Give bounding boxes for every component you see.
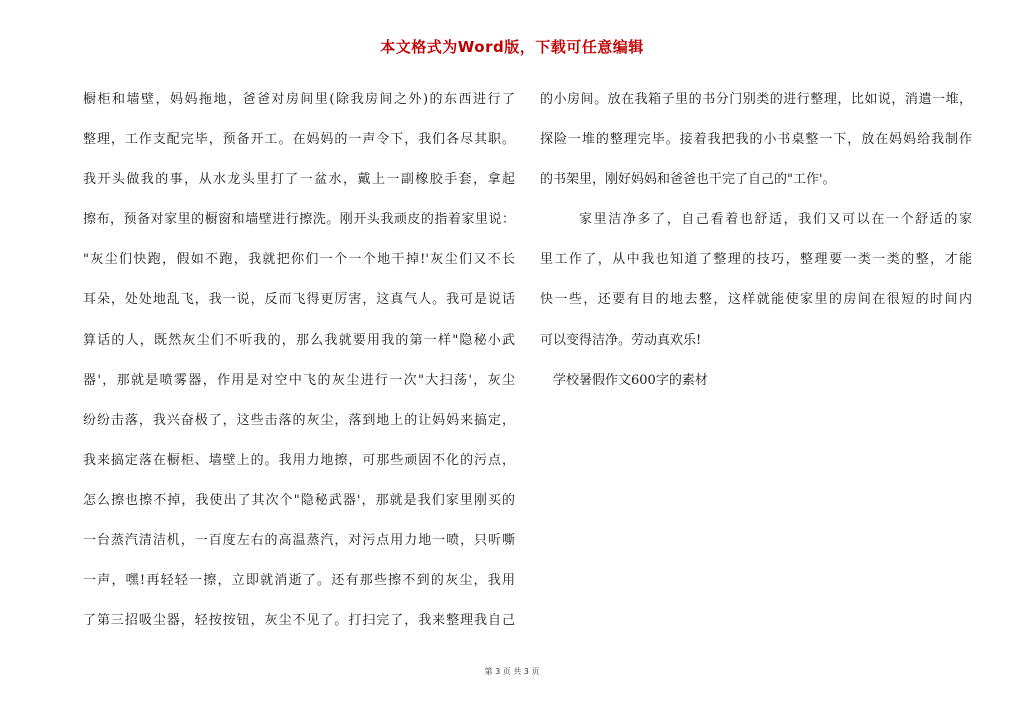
text-line: 我来搞定落在橱柜、墙壁上的。我用力地擦，可那些顽固不化的污点， — [83, 452, 515, 468]
material-caption: 学校暑假作文600字的素材 — [553, 372, 708, 388]
text-line: 一声，嘿!再轻轻一擦，立即就消逝了。还有那些擦不到的灰尘，我用 — [83, 573, 515, 589]
text-line: 器'，那就是喷雾器，作用是对空中飞的灰尘进行一次"大扫荡'，灰尘 — [83, 372, 515, 388]
text-line: 探险一堆的整理完毕。接着我把我的小书桌整一下，放在妈妈给我制作 — [540, 132, 972, 148]
text-line: 了第三招吸尘器，轻按按钮，灰尘不见了。打扫完了，我来整理我自己 — [83, 613, 515, 629]
right-text-column — [540, 80, 972, 401]
text-line: 一台蒸汽清洁机，一百度左右的高温蒸汽，对污点用力地一喷，只听嘶 — [83, 533, 515, 549]
text-line: 怎么擦也擦不掉，我使出了其次个"隐秘武器'，那就是我们家里刚买的 — [83, 492, 515, 508]
text-line: 我开头做我的事，从水龙头里打了一盆水，戴上一副橡胶手套，拿起 — [83, 172, 515, 188]
document-header-title: 本文格式为Word版，下载可任意编辑 — [380, 38, 644, 56]
paragraph-start-line: 家里洁净多了，自己看着也舒适，我们又可以在一个舒适的家 — [579, 212, 972, 228]
text-line: "灰尘们快跑，假如不跑，我就把你们一个一个地干掉!'灰尘们又不长 — [83, 252, 515, 268]
text-line: 纷纷击落，我兴奋极了，这些击落的灰尘，落到地上的让妈妈来搞定， — [83, 412, 515, 428]
page-number-footer: 第 3 页 共 3 页 — [484, 667, 540, 676]
paragraph-end-line: 的书架里，刚好妈妈和爸爸也干完了自己的"工作'。 — [540, 172, 836, 188]
text-line: 里工作了，从中我也知道了整理的技巧，整理要一类一类的整，才能 — [540, 252, 972, 268]
text-line: 算话的人，既然灰尘们不听我的，那么我就要用我的第一样"隐秘小武 — [83, 332, 515, 348]
text-line: 的小房间。放在我箱子里的书分门别类的进行整理，比如说，消遣一堆， — [540, 92, 972, 107]
left-text-column — [83, 80, 515, 641]
paragraph-end-line: 可以变得洁净。劳动真欢乐! — [540, 332, 702, 348]
text-line: 耳朵，处处地乱飞，我一说，反而飞得更厉害，这真气人。我可是说话 — [83, 292, 515, 308]
text-line: 整理，工作支配完毕，预备开工。在妈妈的一声令下，我们各尽其职。 — [83, 132, 515, 148]
text-line: 擦布，预备对家里的橱窗和墙壁进行擦洗。刚开头我顽皮的指着家里说： — [83, 212, 515, 228]
text-line: 橱柜和墙壁，妈妈拖地，爸爸对房间里(除我房间之外)的东西进行了 — [83, 92, 515, 107]
text-line: 快一些，还要有目的地去整，这样就能使家里的房间在很短的时间内 — [540, 292, 972, 308]
